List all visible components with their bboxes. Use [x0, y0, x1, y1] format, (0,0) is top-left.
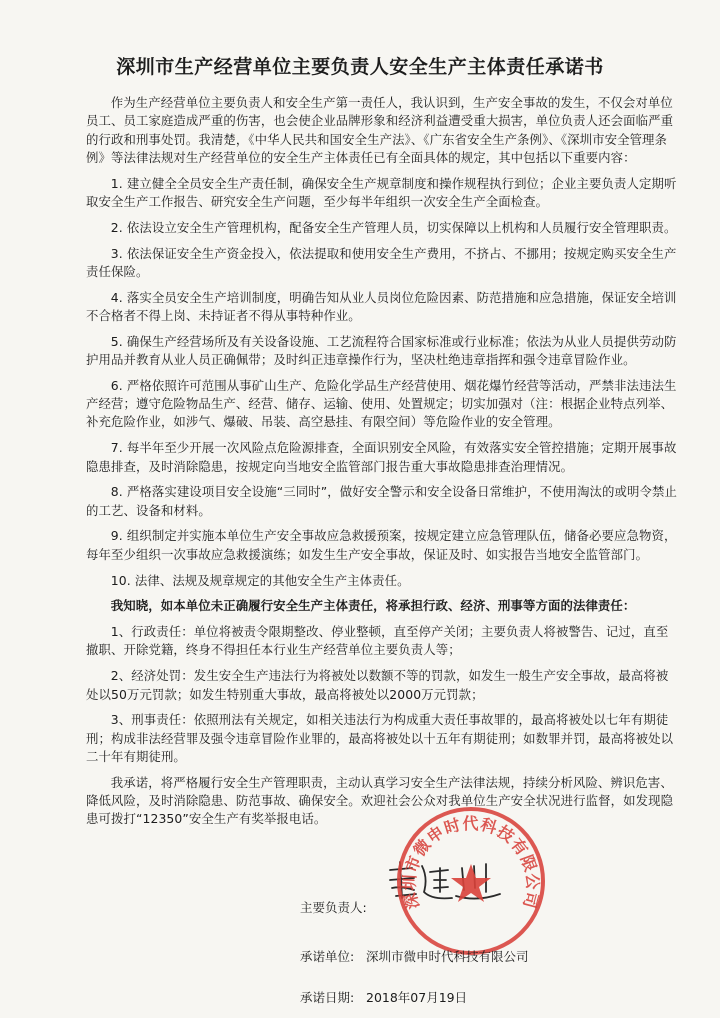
- responsibility-item-6: 6. 严格依照许可范围从事矿山生产、危险化学品生产经营使用、烟花爆竹经营等活动，严禁非法违法生产经营；遵守危险物品生产、经营、储存、运输、使用、处置规定；切实加强对（注：根据企业特点列举、补充危险作业，如涉气、爆破、吊装、高空悬挂、有限空间）等危险作业的安全管理。: [86, 377, 677, 430]
- unit-name: 深圳市微申时代科技有限公司: [366, 949, 529, 964]
- unit-label: 承诺单位:: [300, 949, 355, 964]
- date-value: 2018年07月19日: [366, 990, 468, 1005]
- responsible-person-label: 主要负责人:: [300, 900, 367, 915]
- responsibility-item-2: 2. 依法设立安全生产管理机构，配备安全生产管理人员，切实保障以上机构和人员履行安全管理职责。: [110, 219, 677, 235]
- responsibility-item-3: 3. 依法保证安全生产资金投入，依法提取和使用安全生产费用，不挤占、不挪用；按规定购买安全生产责任保险。: [86, 245, 677, 279]
- svg-text:深圳市微申时代科技有限公司: 深圳市微申时代科技有限公司: [399, 813, 543, 912]
- document-body: [86, 94, 680, 836]
- liability-intro: 我知晓，如本单位未正确履行安全生产主体责任，将承担行政、经济、刑事等方面的法律责任：: [110, 598, 636, 614]
- company-seal: [392, 802, 550, 960]
- liability-economic: 2、经济处罚：发生安全生产违法行为将被处以数额不等的罚款，如发生一般生产安全事故，最高将被处以50万元罚款；如发生特别重大事故，最高将被处以2000万元罚款；: [86, 668, 669, 702]
- responsibility-item-9: 9. 组织制定并实施本单位生产安全事故应急救援预案，按规定建立应急管理队伍，储备必要应急物资，每年至少组织一次事故应急救援演练；如发生生产安全事故，保证及时、如实报告当地安全监管部门。: [86, 528, 677, 562]
- date-label: 承诺日期:: [300, 990, 355, 1005]
- responsibility-item-10: 10. 法律、法规及规章规定的其他安全生产主体责任。: [110, 572, 410, 588]
- responsibility-item-1: 1. 建立健全全员安全生产责任制，确保安全生产规章制度和操作规程执行到位；企业主要负责人定期听取安全生产工作报告、研究安全生产问题，至少每半年组织一次安全生产全面检查。: [86, 175, 677, 209]
- responsibility-item-7: 7. 每半年至少开展一次风险点危险源排查，全面识别安全风险，有效落实安全管控措施；定期开展事故隐患排查，及时消除隐患，按规定向当地安全监管部门报告重大事故隐患排查治理情况。: [86, 440, 677, 474]
- promise-paragraph: 我承诺，将严格履行安全生产管理职责，主动认真学习安全生产法律法规，持续分析风险、辨识危害、降低风险，及时消除隐患、防范事故、确保安全。欢迎社会公众对我单位生产安全状况进行监督，如发现隐患可拨打“12350”安全生产有奖举报电话。: [86, 774, 674, 827]
- liability-administrative: 1、行政责任：单位将被责令限期整改、停业整顿，直至停产关闭；主要负责人将被警告、记过，直至撤职、开除党籍，终身不得担任本行业生产经营单位主要负责人等；: [86, 624, 669, 658]
- responsibility-item-8: 8. 严格落实建设项目安全设施“三同时”，做好安全警示和安全设备日常维护，不使用淘汰的或明令禁止的工艺、设备和材料。: [86, 484, 677, 518]
- responsibility-item-5: 5. 确保生产经营场所及有关设备设施、工艺流程符合国家标准或行业标准；依法为从业人员提供劳动防护用品并教育从业人员正确佩带；及时纠正违章操作行为，坚决杜绝违章指挥和强令违章冒险作业。: [86, 333, 677, 368]
- intro-paragraph: 作为生产经营单位主要负责人和安全生产第一责任人，我认识到，生产安全事故的发生，不仅会对单位员工、员工家庭造成严重的伤害，也会使企业品牌形象和经济利益遭受重大损害，单位负责人还会面临严重的行政和刑事处罚。我清楚，《中华人民共和国安全生产法》、《广东省安全生产条例》、《深圳市安全管理条例》等法律法规对生产经营单位的安全生产主体责任已有全面具体的规定，其中包括以下重要内容：: [86, 95, 674, 165]
- document-title: 深圳市生产经营单位主要负责人安全生产主体责任承诺书: [116, 56, 604, 78]
- liability-criminal: 3、刑事责任：依照刑法有关规定，如相关违法行为构成重大责任事故罪的，最高将被处以七年有期徒刑；构成非法经营罪及强令违章冒险作业罪的，最高将被处以十五年有期徒刑；如数罪并罚，最高将被处以二十年有期徒刑。: [86, 712, 674, 764]
- responsibility-item-4: 4. 落实全员安全生产培训制度，明确告知从业人员岗位危险因素、防范措施和应急措施，保证安全培训不合格者不得上岗、未持证者不得从事特种作业。: [86, 289, 677, 323]
